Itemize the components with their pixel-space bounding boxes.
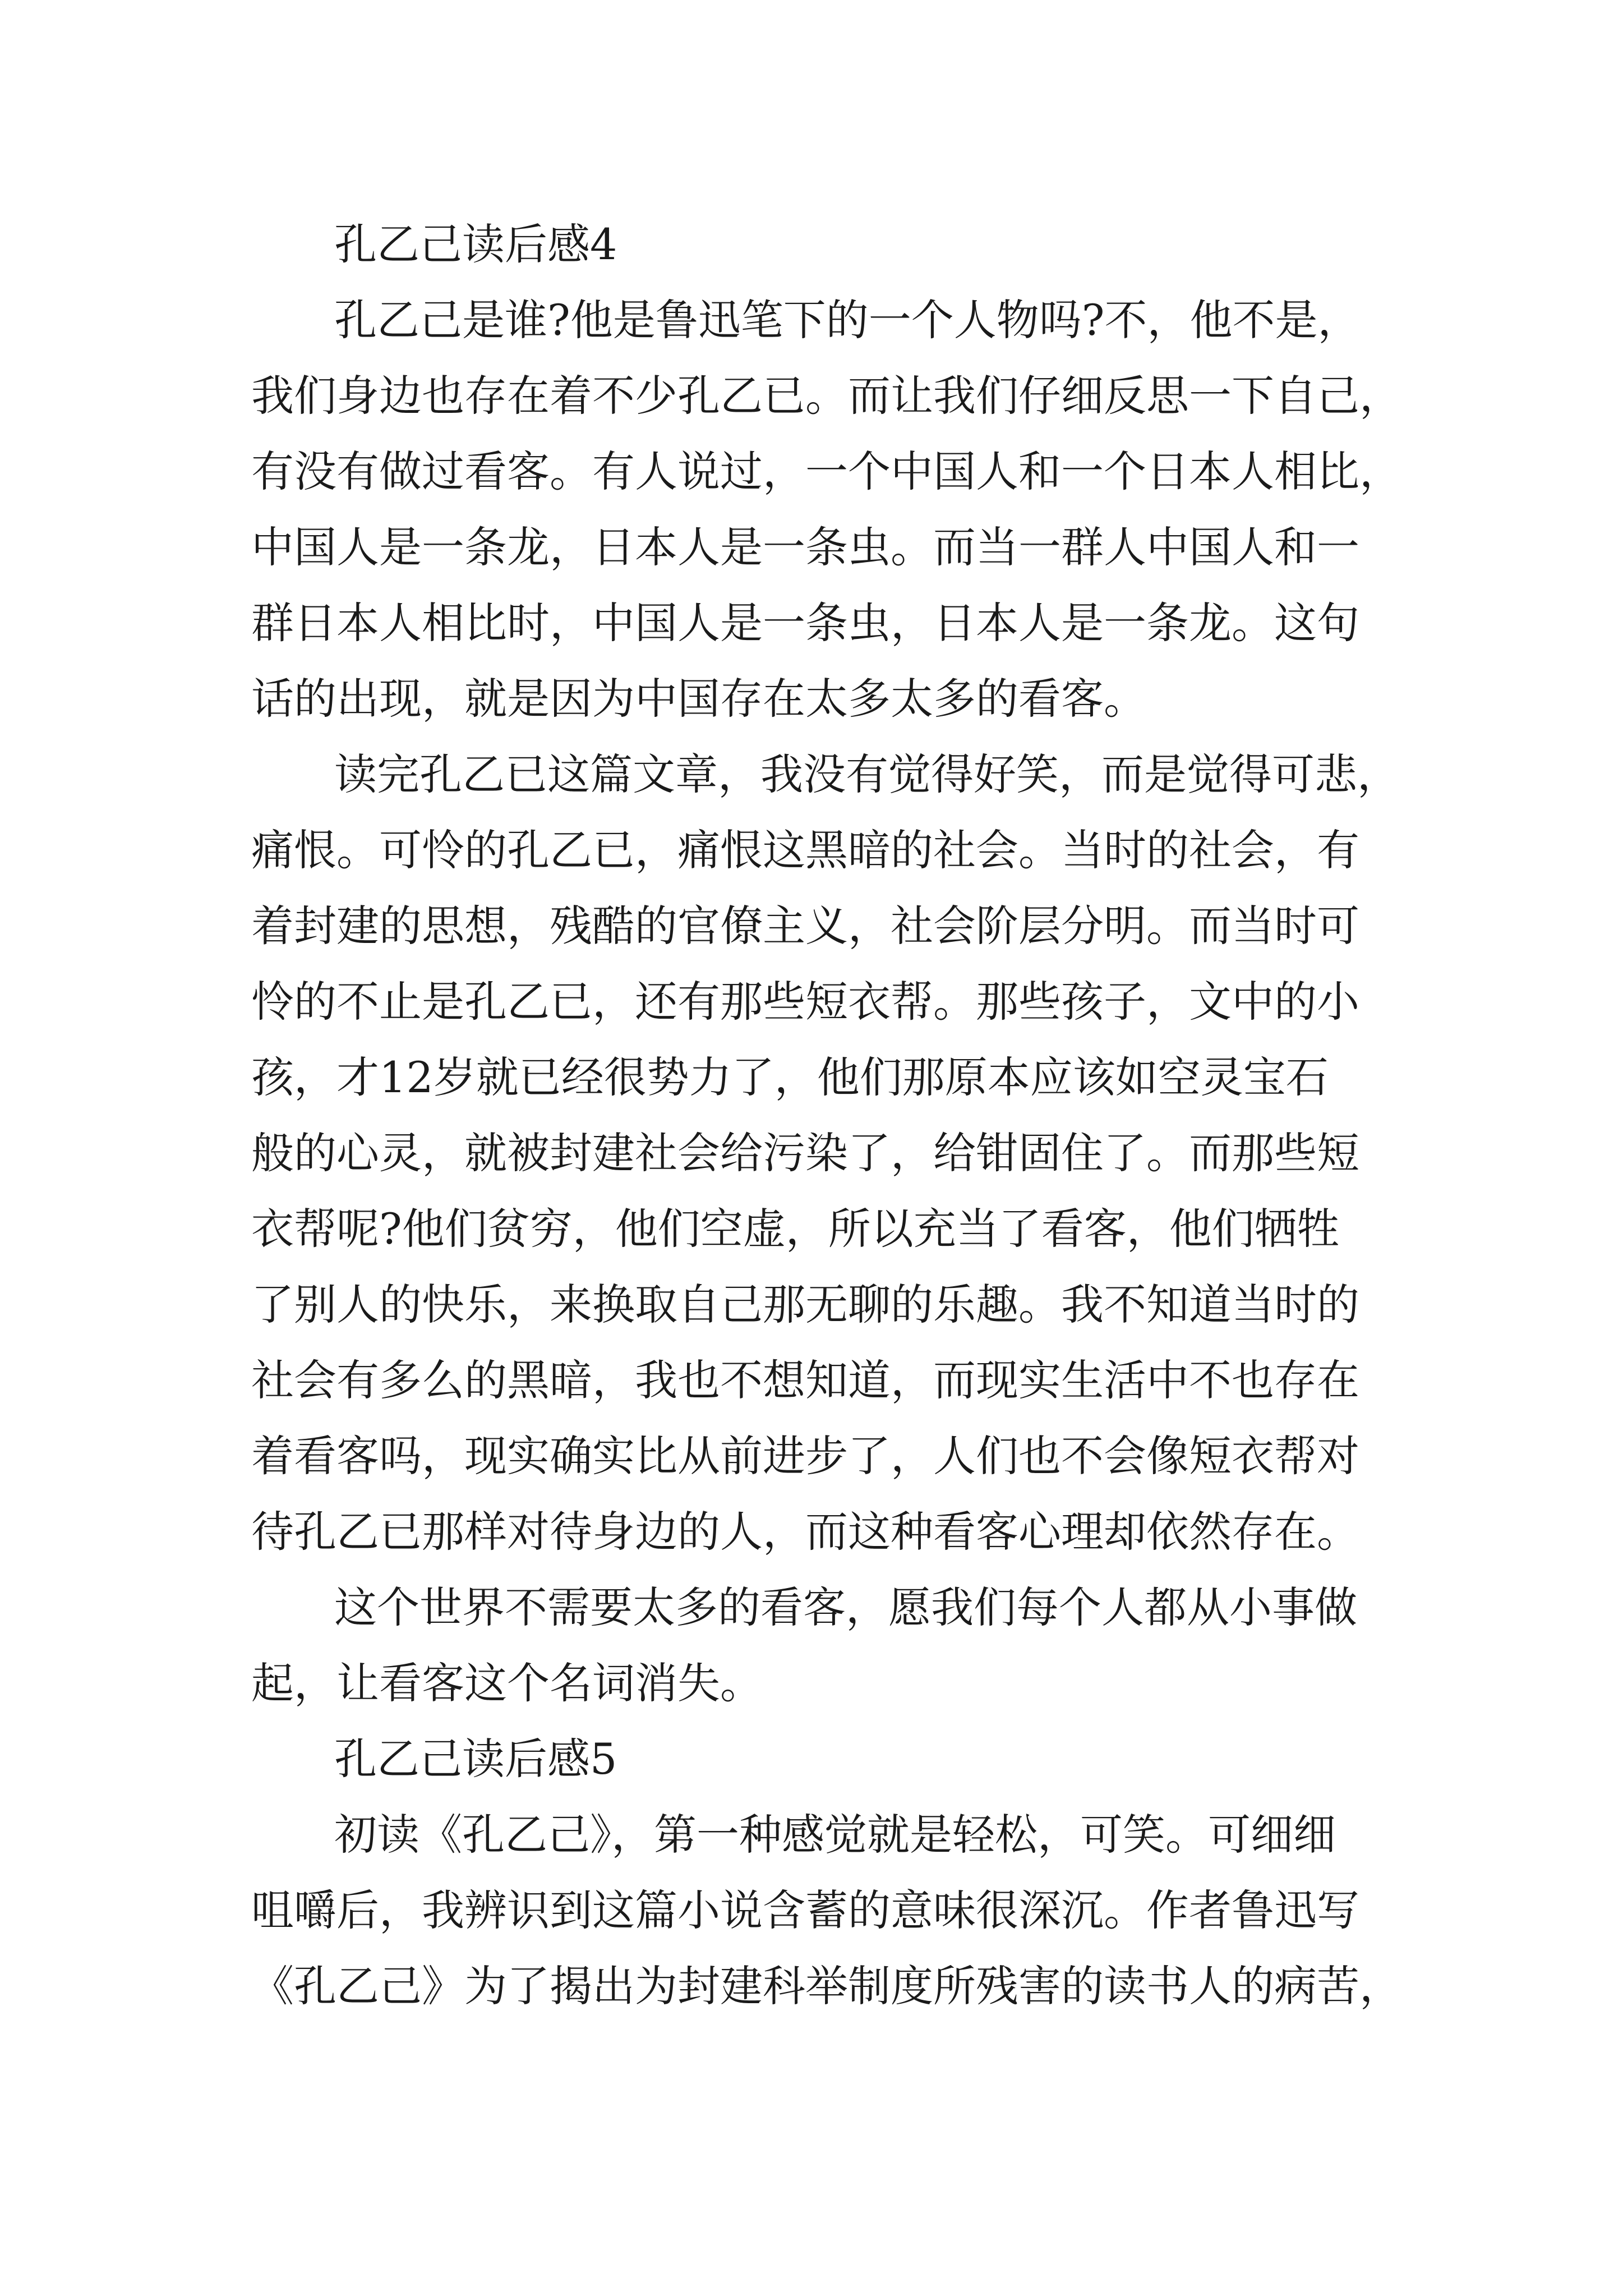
paragraph-line: 起，让看客这个名词消失。	[251, 1658, 763, 1708]
section-5-title: 孔乙己读后感5	[334, 1734, 617, 1784]
paragraph-line: 着封建的思想，残酷的官僚主义，社会阶层分明。而当时可	[251, 901, 1359, 951]
paragraph-line: 孩，才12岁就已经很势力了，他们那原本应该如空灵宝石	[251, 1052, 1329, 1102]
section-4-title: 孔乙己读后感4	[334, 219, 617, 269]
paragraph-line: 衣帮呢?他们贫穷，他们空虚，所以充当了看客，他们牺牲	[251, 1204, 1340, 1254]
paragraph-line: 待孔乙已那样对待身边的人，而这种看客心理却依然存在。	[251, 1507, 1359, 1557]
paragraph-line: 孔乙己是谁?他是鲁迅笔下的一个人物吗?不，他不是，	[334, 295, 1361, 345]
paragraph-line: 这个世界不需要太多的看客，愿我们每个人都从小事做	[334, 1582, 1357, 1632]
paragraph-line: 读完孔乙已这篇文章，我没有觉得好笑，而是觉得可悲，	[334, 749, 1400, 799]
paragraph-line: 有没有做过看客。有人说过，一个中国人和一个日本人相比，	[251, 447, 1402, 496]
paragraph-line: 咀嚼后，我辨识到这篇小说含蓄的意味很深沉。作者鲁迅写	[251, 1885, 1359, 1935]
paragraph-line: 话的出现，就是因为中国存在太多太多的看客。	[251, 674, 1146, 724]
paragraph-line: 中国人是一条龙，日本人是一条虫。而当一群人中国人和一	[251, 522, 1359, 572]
paragraph-line: 怜的不止是孔乙已，还有那些短衣帮。那些孩子，文中的小	[251, 977, 1359, 1027]
paragraph-line: 初读《孔乙己》，第一种感觉就是轻松，可笑。可细细	[334, 1810, 1336, 1860]
paragraph-line: 社会有多么的黑暗，我也不想知道，而现实生活中不也存在	[251, 1355, 1359, 1405]
paragraph-line: 痛恨。可怜的孔乙已，痛恨这黑暗的社会。当时的社会，有	[251, 825, 1359, 875]
paragraph-line: 《孔乙己》为了揭出为封建科举制度所残害的读书人的病苦，	[251, 1961, 1402, 2011]
paragraph-line: 了别人的快乐，来换取自己那无聊的乐趣。我不知道当时的	[251, 1280, 1359, 1329]
paragraph-line: 我们身边也存在着不少孔乙已。而让我们仔细反思一下自己，	[251, 371, 1402, 421]
paragraph-line: 着看客吗，现实确实比从前进步了，人们也不会像短衣帮对	[251, 1431, 1359, 1481]
paragraph-line: 般的心灵，就被封建社会给污染了，给钳固住了。而那些短	[251, 1128, 1359, 1178]
paragraph-line: 群日本人相比时，中国人是一条虫，日本人是一条龙。这句	[251, 598, 1359, 648]
